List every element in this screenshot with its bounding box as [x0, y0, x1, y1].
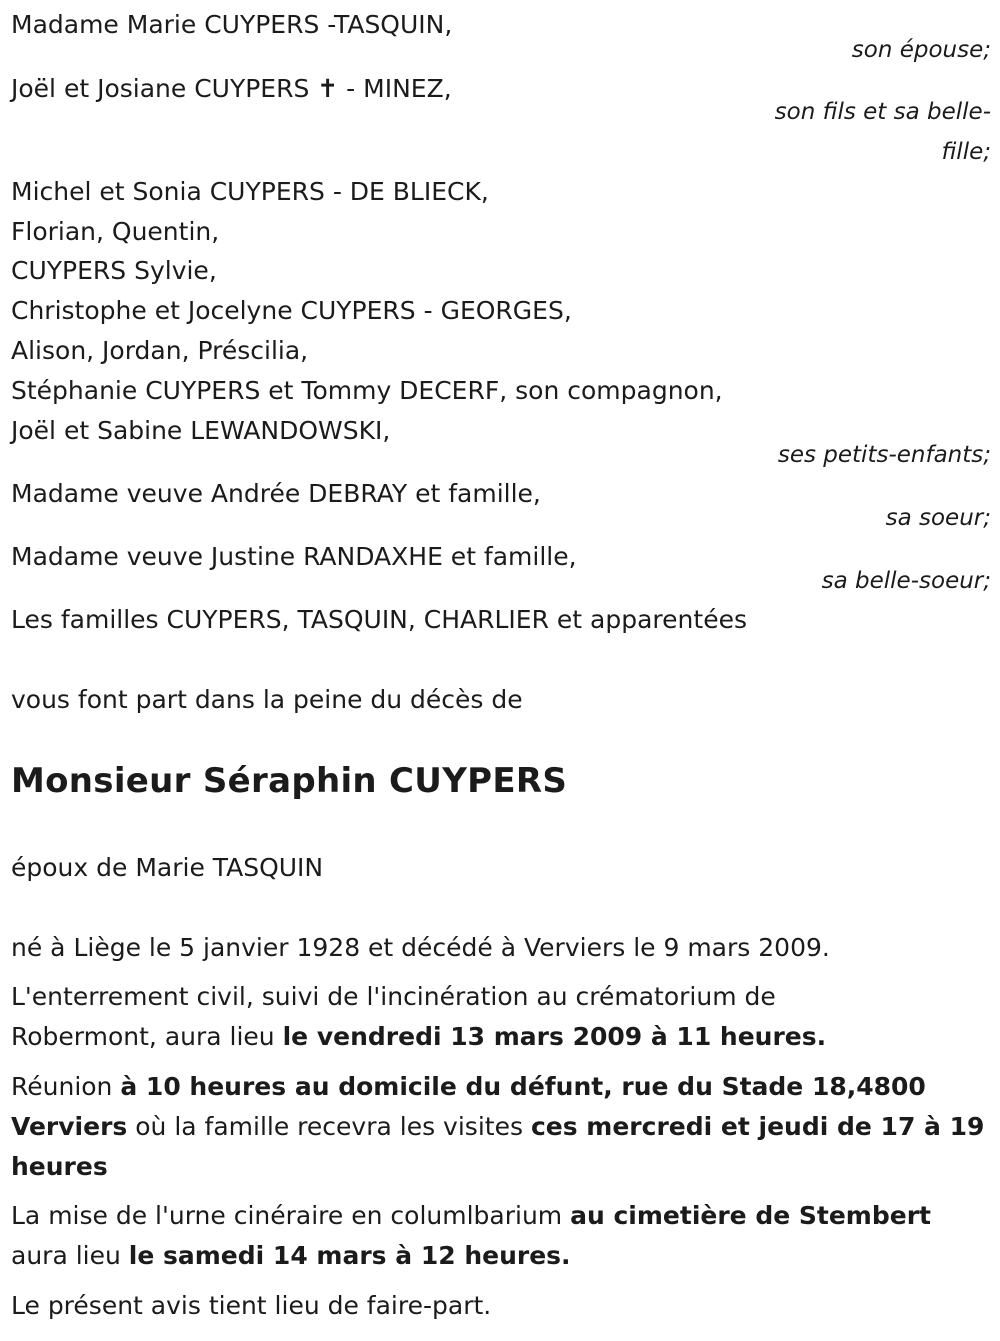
urn-line-1	[11, 1196, 931, 1236]
urn-text: aura lieu	[11, 1241, 129, 1270]
burial-date: le vendredi 13 mars 2009 à 11 heures.	[282, 1022, 827, 1051]
family-line-grandchild: Michel et Sonia CUYPERS - DE BLIECK,	[11, 177, 489, 206]
relation-spouse: son épouse;	[851, 37, 991, 63]
meeting-line-1	[11, 1067, 926, 1107]
meeting-text: Réunion	[11, 1072, 121, 1101]
family-line-son: Joël et Josiane CUYPERS ✝ - MINEZ,	[11, 74, 452, 103]
family-line-grandchild: Stéphanie CUYPERS et Tommy DECERF, son compagnon,	[11, 376, 723, 405]
relation-grandchildren: ses petits-enfants;	[777, 442, 991, 468]
burial-text: Robermont, aura lieu	[11, 1022, 283, 1051]
meeting-address: à 10 heures au domicile du défunt, rue du Stade 18,4800	[120, 1072, 926, 1101]
deceased-name: Monsieur Séraphin CUYPERS	[11, 761, 568, 801]
relation-sister: sa soeur;	[885, 505, 991, 531]
burial-line-2	[11, 1017, 826, 1057]
urn-date: le samedi 14 mars à 12 heures.	[128, 1241, 571, 1270]
urn-line-2	[11, 1236, 571, 1276]
announcement-text: vous font part dans la peine du décès de	[11, 685, 523, 714]
family-line-grandchild: Florian, Quentin,	[11, 217, 220, 246]
visit-times: ces mercredi et jeudi de 17 à 19	[530, 1112, 985, 1141]
family-line-spouse: Madame Marie CUYPERS -TASQUIN,	[11, 10, 453, 39]
urn-cemetery: au cimetière de Stembert	[570, 1201, 931, 1230]
burial-line-1: L'enterrement civil, suivi de l'incinération au crématorium de	[11, 982, 776, 1011]
spouse-line: époux de Marie TASQUIN	[11, 853, 324, 882]
relation-sister-in-law: sa belle-soeur;	[821, 568, 991, 594]
meeting-city: Verviers	[11, 1112, 128, 1141]
meeting-text: où la famille recevra les visites	[127, 1112, 531, 1141]
birth-death-line: né à Liège le 5 janvier 1928 et décédé à Verviers le 9 mars 2009.	[11, 933, 830, 962]
family-line-families: Les familles CUYPERS, TASQUIN, CHARLIER et apparentées	[11, 605, 747, 634]
meeting-line-2	[11, 1107, 984, 1147]
closing-line: Le présent avis tient lieu de faire-part.	[11, 1291, 492, 1320]
relation-son-line2: fille;	[941, 139, 991, 165]
family-line-grandchild: Christophe et Jocelyne CUYPERS - GEORGES,	[11, 296, 572, 325]
urn-text: La mise de l'urne cinéraire en columlbarium	[11, 1201, 571, 1230]
family-line-sister: Madame veuve Andrée DEBRAY et famille,	[11, 479, 541, 508]
relation-son-line1: son fils et sa belle-	[774, 99, 991, 125]
meeting-line-3	[11, 1147, 108, 1187]
family-line-sister-in-law: Madame veuve Justine RANDAXHE et famille,	[11, 542, 577, 571]
visit-times-end: heures	[11, 1152, 108, 1181]
family-line-grandchild: Joël et Sabine LEWANDOWSKI,	[11, 416, 391, 445]
family-line-grandchild: CUYPERS Sylvie,	[11, 256, 217, 285]
family-line-grandchild: Alison, Jordan, Préscilia,	[11, 336, 309, 365]
